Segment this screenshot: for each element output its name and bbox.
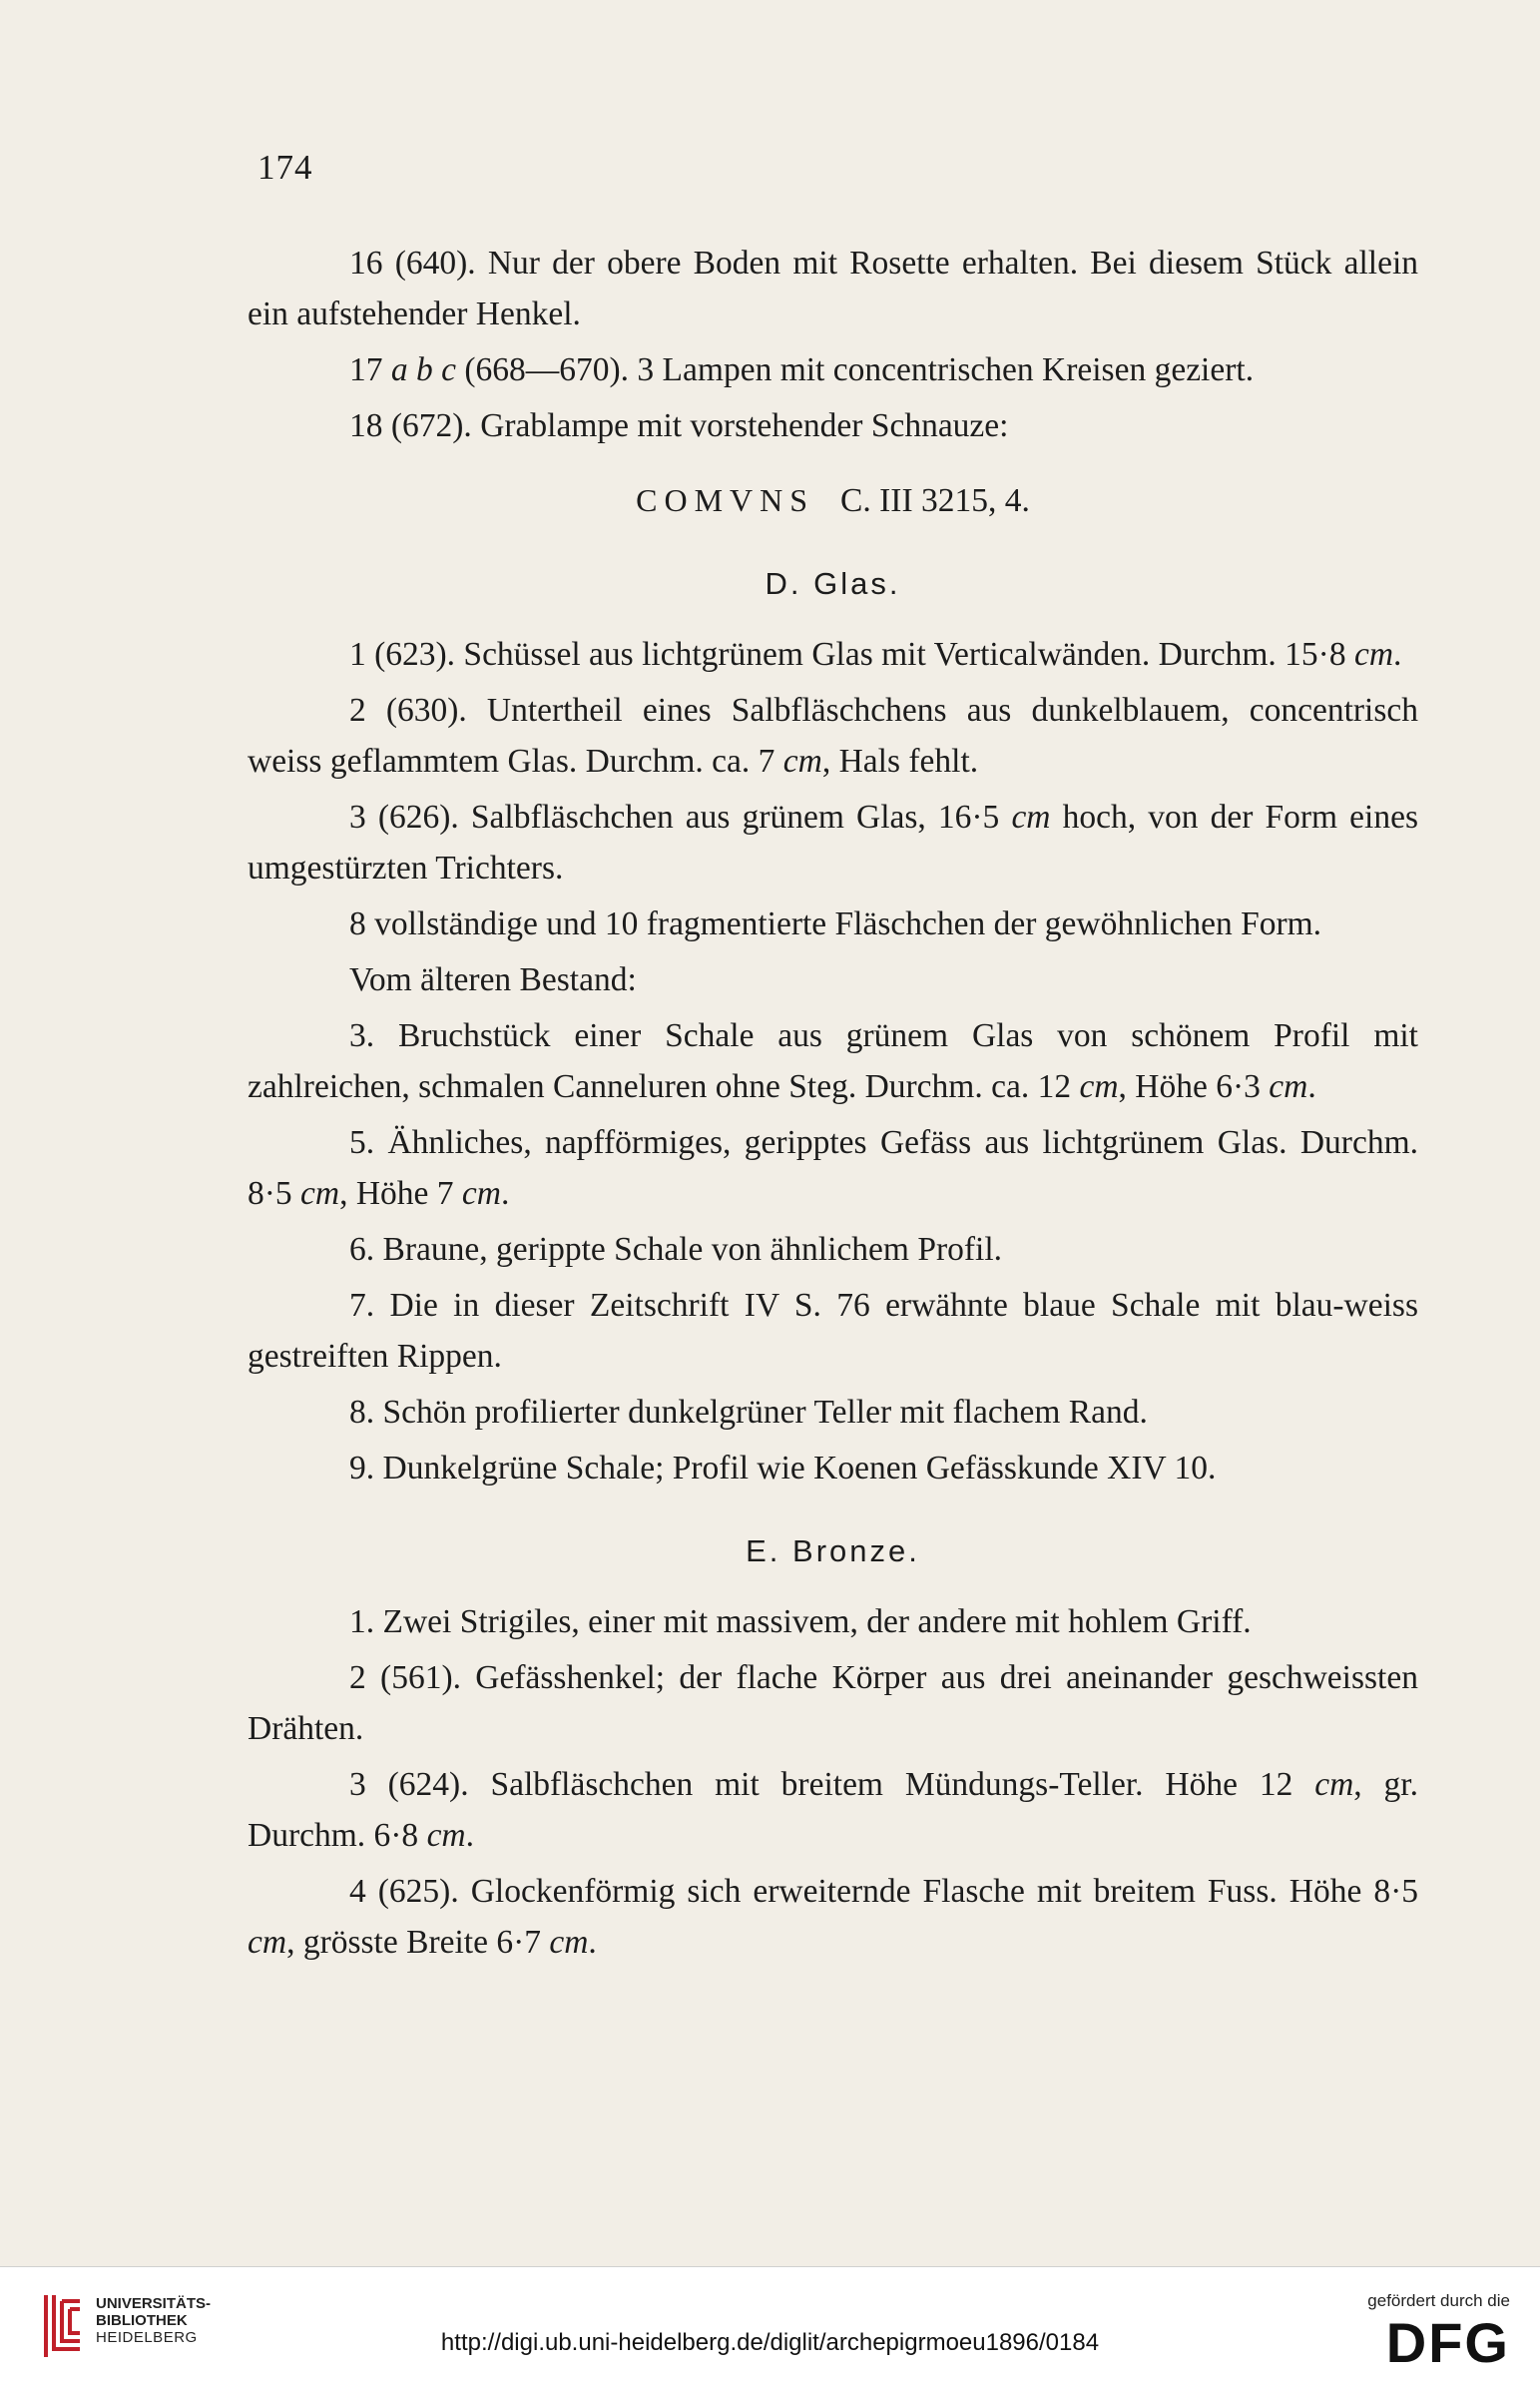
bronze-entry: 2 (561). Gefässhenkel; der flache Körper aus drei aneinander geschweissten Drähten. <box>248 1659 1418 1747</box>
glas-entry: Vom älteren Bestand: <box>349 961 637 998</box>
digitization-footer <box>0 2266 1540 2384</box>
bronze-entry: 1. Zwei Strigiles, einer mit massivem, der andere mit hohlem Griff. <box>349 1603 1252 1640</box>
funding-caption: gefördert durch die <box>1367 2291 1510 2310</box>
entry-18: 18 (672). Grablampe mit vorstehender Schnauze: <box>349 407 1009 444</box>
section-heading-bronze: E. Bronze. <box>746 1533 920 1568</box>
glas-entry: 2 (630). Untertheil eines Salbfläschchens aus dunkelblauem, concentrisch weiss geflammtem Glas. Durchm. ca. 7 cm, Hals fehlt. <box>248 692 1418 780</box>
glas-entry: 1 (623). Schüssel aus lichtgrünem Glas mit Verticalwänden. Durchm. 15·8 cm. <box>349 636 1402 673</box>
glas-entry: 8 vollständige und 10 fragmentierte Fläschchen der gewöhnlichen Form. <box>349 905 1322 942</box>
glas-entry: 3. Bruchstück einer Schale aus grünem Glas von schönem Profil mit zahlreichen, schmalen Canneluren ohne Steg. Durchm. ca. 12 cm, Höhe 6·3 cm. <box>248 1017 1418 1105</box>
glas-entry: 5. Ähnliches, napfförmiges, geripptes Gefäss aus lichtgrünem Glas. Durchm. 8·5 cm, Höhe 7 cm. <box>248 1124 1418 1212</box>
glas-entry: 8. Schön profilierter dunkelgrüner Teller mit flachem Rand. <box>349 1394 1148 1431</box>
inscription-text: COMVNS <box>636 482 815 518</box>
source-url-link[interactable]: http://digi.ub.uni-heidelberg.de/diglit/archepigrmoeu1896/0184 <box>440 2329 1100 2356</box>
entry-16: 16 (640). Nur der obere Boden mit Rosette erhalten. Bei diesem Stück allein ein aufstehender Henkel. <box>248 245 1419 332</box>
inscription-line <box>248 475 1418 526</box>
dfg-logo: DFG <box>1385 2311 1510 2374</box>
glas-entry: 3 (626). Salbfläschchen aus grünem Glas, 16·5 cm hoch, von der Form eines umgestürzten Trichters. <box>248 799 1418 887</box>
bronze-entry: 3 (624). Salbfläschchen mit breitem Mündungs-Teller. Höhe 12 cm, gr. Durchm. 6·8 cm. <box>248 1766 1418 1854</box>
entry-17: 17 a b c (668—670). 3 Lampen mit concentrischen Kreisen geziert. <box>349 351 1255 388</box>
body-text <box>248 238 1418 1973</box>
section-heading-glas: D. Glas. <box>765 566 901 601</box>
page-number: 174 <box>257 148 313 187</box>
university-library-name: UNIVERSITÄTS- BIBLIOTHEK HEIDELBERG <box>96 2295 212 2346</box>
bronze-entry: 4 (625). Glockenförmig sich erweiternde Flasche mit breitem Fuss. Höhe 8·5 cm, grösste Breite 6·7 cm. <box>248 1873 1418 1961</box>
inscription-reference: C. III 3215, 4. <box>840 482 1030 519</box>
glas-entry: 6. Braune, gerippte Schale von ähnlichem Profil. <box>349 1231 1003 1268</box>
glas-entry: 7. Die in dieser Zeitschrift IV S. 76 erwähnte blaue Schale mit blau-weiss gestreiften Rippen. <box>248 1287 1418 1375</box>
glas-entry: 9. Dunkelgrüne Schale; Profil wie Koenen Gefässkunde XIV 10. <box>349 1450 1217 1487</box>
